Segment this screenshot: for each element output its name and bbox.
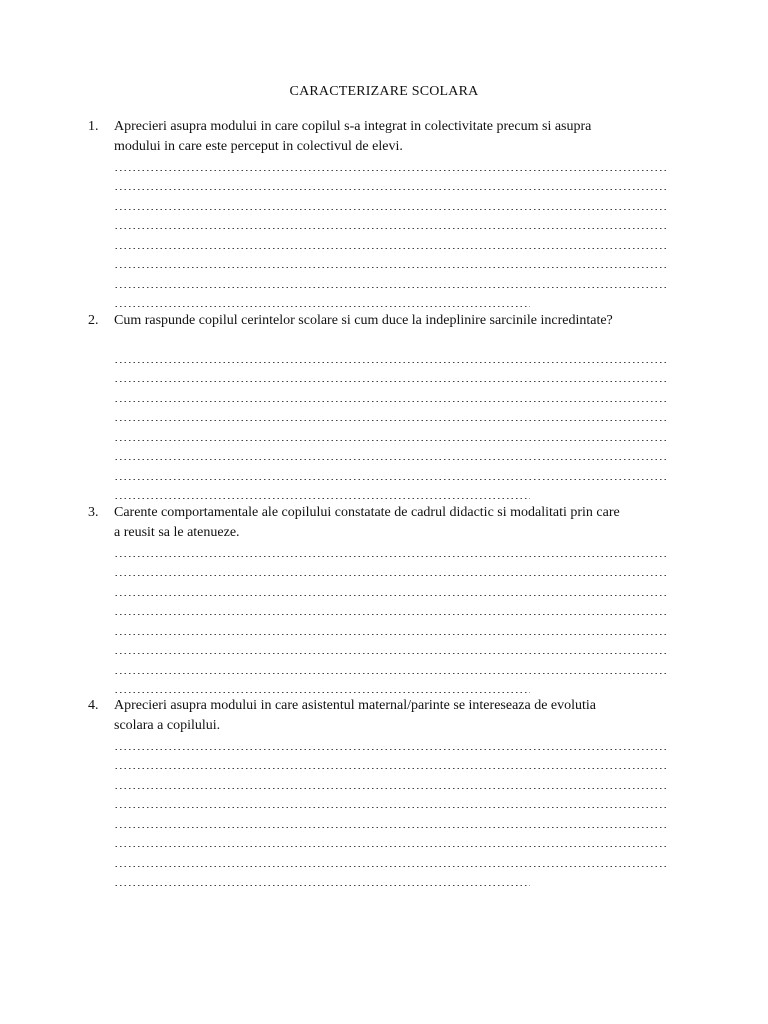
question-number: 3. [88, 505, 99, 520]
question-text-line: modului in care este perceput in colectivul de elevi. [114, 139, 403, 154]
answer-line [114, 578, 674, 598]
answer-line [114, 443, 674, 463]
answer-line [114, 212, 674, 232]
answer-line [114, 231, 674, 251]
answer-line [114, 270, 674, 290]
question-number: 1. [88, 119, 99, 134]
answer-lines [114, 732, 674, 888]
question-text-line: Aprecieri asupra modului in care asistentul maternal/parinte se intereseaza de evolutia [114, 698, 597, 713]
answer-line [114, 173, 674, 193]
question-text [114, 311, 684, 331]
answer-line [114, 637, 674, 657]
answer-line [114, 656, 674, 676]
answer-line [114, 192, 674, 212]
answer-line [114, 869, 674, 889]
answer-lines [114, 153, 674, 309]
answer-line [114, 404, 674, 424]
question-text [114, 117, 684, 157]
answer-line [114, 345, 674, 365]
answer-line [114, 676, 674, 696]
answer-line [114, 752, 674, 772]
answer-line [114, 791, 674, 811]
answer-line [114, 849, 674, 869]
answer-line [114, 539, 674, 559]
answer-lines [114, 539, 674, 695]
answer-line [114, 617, 674, 637]
question-number: 2. [88, 313, 99, 328]
answer-line [114, 462, 674, 482]
question-number: 4. [88, 698, 99, 713]
question-text [114, 503, 684, 543]
answer-line [114, 559, 674, 579]
answer-lines [114, 345, 674, 501]
question-text-line: scolara a copilului. [114, 718, 221, 733]
answer-line [114, 598, 674, 618]
question-text [114, 696, 684, 736]
question-text-line: a reusit sa le atenueze. [114, 525, 240, 540]
question-text-line: Cum raspunde copilul cerintelor scolare si cum duce la indeplinire sarcinile incredintate? [114, 313, 613, 328]
answer-line [114, 290, 674, 310]
question-text-line: Carente comportamentale ale copilului constatate de cadrul didactic si modalitati prin care [114, 505, 620, 520]
answer-line [114, 365, 674, 385]
answer-line [114, 830, 674, 850]
answer-line [114, 251, 674, 271]
answer-line [114, 732, 674, 752]
question-text-line: Aprecieri asupra modului in care copilul s-a integrat in colectivitate precum si asupra [114, 119, 592, 134]
answer-line [114, 423, 674, 443]
answer-line [114, 810, 674, 830]
answer-line [114, 153, 674, 173]
answer-line [114, 482, 674, 502]
answer-line [114, 771, 674, 791]
answer-line [114, 384, 674, 404]
document-title: CARACTERIZARE SCOLARA [289, 84, 479, 99]
